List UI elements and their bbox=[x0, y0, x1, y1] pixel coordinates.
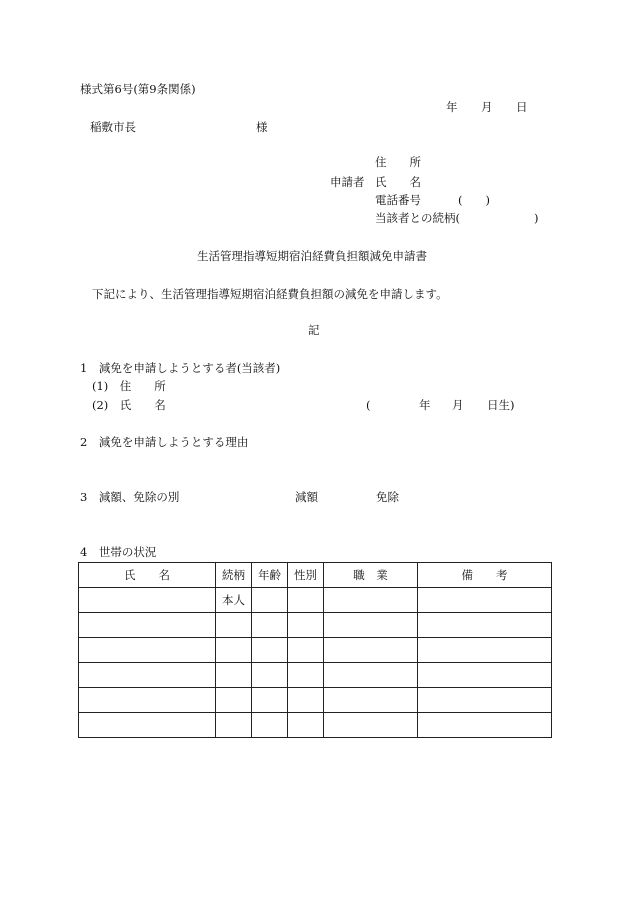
table-row bbox=[79, 713, 552, 738]
cell-occupation[interactable] bbox=[324, 688, 418, 713]
col-header-age: 年齢 bbox=[252, 563, 288, 588]
birth-year-label: 年 bbox=[419, 398, 431, 412]
section1-address-item: (1) 住 所 bbox=[92, 379, 166, 393]
applicant-name-label: 氏 名 bbox=[375, 175, 421, 189]
cell-remarks[interactable] bbox=[418, 638, 552, 663]
exemption-option: 免除 bbox=[376, 490, 399, 504]
cell-remarks[interactable] bbox=[418, 663, 552, 688]
applicant-phone-label: 電話番号 bbox=[375, 193, 421, 207]
applicant-relationship-label: 当該者との続柄( bbox=[375, 211, 460, 225]
cell-gender[interactable] bbox=[288, 713, 324, 738]
cell-remarks[interactable] bbox=[418, 588, 552, 613]
household-table bbox=[78, 562, 552, 738]
table-row bbox=[79, 613, 552, 638]
col-header-name: 氏 名 bbox=[79, 563, 216, 588]
date-year-label: 年 bbox=[446, 100, 458, 114]
cell-age[interactable] bbox=[252, 713, 288, 738]
table-row bbox=[79, 588, 552, 613]
cell-gender[interactable] bbox=[288, 663, 324, 688]
section1-heading: 1 減免を申請しようとする者(当該者) bbox=[80, 361, 281, 375]
cell-remarks[interactable] bbox=[418, 613, 552, 638]
section3-heading: 3 減額、免除の別 bbox=[80, 490, 180, 504]
ki-heading: 記 bbox=[308, 323, 320, 337]
cell-relationship[interactable] bbox=[216, 613, 252, 638]
cell-remarks[interactable] bbox=[418, 688, 552, 713]
cell-age[interactable] bbox=[252, 688, 288, 713]
cell-occupation[interactable] bbox=[324, 638, 418, 663]
cell-name[interactable] bbox=[79, 713, 216, 738]
cell-occupation[interactable] bbox=[324, 663, 418, 688]
addressee-name: 稲敷市長 bbox=[90, 120, 136, 134]
table-row bbox=[79, 663, 552, 688]
col-header-relationship: 続柄 bbox=[216, 563, 252, 588]
cell-age[interactable] bbox=[252, 638, 288, 663]
cell-name[interactable] bbox=[79, 688, 216, 713]
cell-gender[interactable] bbox=[288, 588, 324, 613]
col-header-occupation: 職 業 bbox=[324, 563, 418, 588]
cell-name[interactable] bbox=[79, 663, 216, 688]
cell-age[interactable] bbox=[252, 663, 288, 688]
cell-name[interactable] bbox=[79, 638, 216, 663]
applicant-phone-paren: ( ) bbox=[458, 193, 490, 207]
cell-age[interactable] bbox=[252, 613, 288, 638]
table-row bbox=[79, 688, 552, 713]
cell-remarks[interactable] bbox=[418, 713, 552, 738]
cell-gender[interactable] bbox=[288, 688, 324, 713]
col-header-gender: 性別 bbox=[288, 563, 324, 588]
cell-gender[interactable] bbox=[288, 638, 324, 663]
date-day-label: 日 bbox=[516, 100, 528, 114]
cell-occupation[interactable] bbox=[324, 713, 418, 738]
intro-text: 下記により、生活管理指導短期宿泊経費負担額の減免を申請します。 bbox=[92, 287, 448, 301]
cell-occupation[interactable] bbox=[324, 588, 418, 613]
section2-heading: 2 減免を申請しようとする理由 bbox=[80, 435, 249, 449]
col-header-remarks: 備 考 bbox=[418, 563, 552, 588]
addressee-honorific: 様 bbox=[256, 120, 268, 134]
cell-occupation[interactable] bbox=[324, 613, 418, 638]
section1-name-item: (2) 氏 名 bbox=[92, 398, 166, 412]
date-month-label: 月 bbox=[481, 100, 493, 114]
document-title: 生活管理指導短期宿泊経費負担額減免申請書 bbox=[197, 249, 427, 263]
cell-relationship[interactable] bbox=[216, 663, 252, 688]
cell-relationship[interactable] bbox=[216, 688, 252, 713]
table-header-row bbox=[79, 563, 552, 588]
cell-age[interactable] bbox=[252, 588, 288, 613]
cell-relationship[interactable] bbox=[216, 638, 252, 663]
cell-name[interactable] bbox=[79, 588, 216, 613]
birth-open-paren: ( bbox=[366, 398, 371, 412]
applicant-address-label: 住 所 bbox=[375, 155, 421, 169]
form-number: 様式第6号(第9条関係) bbox=[80, 82, 196, 96]
cell-name[interactable] bbox=[79, 613, 216, 638]
cell-relationship[interactable] bbox=[216, 713, 252, 738]
birth-day-label: 日生) bbox=[487, 398, 515, 412]
cell-relationship: 本人 bbox=[216, 588, 252, 613]
section4-heading: 4 世帯の状況 bbox=[80, 545, 157, 559]
reduction-option: 減額 bbox=[295, 490, 318, 504]
applicant-label: 申請者 bbox=[330, 175, 365, 189]
birth-month-label: 月 bbox=[452, 398, 464, 412]
table-row bbox=[79, 638, 552, 663]
applicant-relationship-close: ) bbox=[534, 211, 539, 225]
cell-gender[interactable] bbox=[288, 613, 324, 638]
